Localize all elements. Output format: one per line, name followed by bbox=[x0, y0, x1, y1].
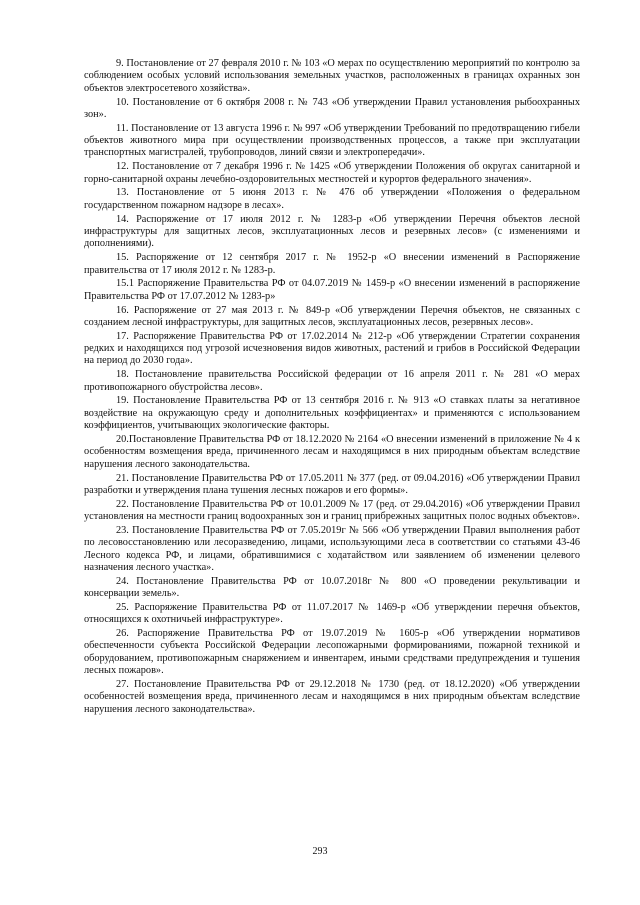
list-item: 20.Постановление Правительства РФ от 18.12.2020 № 2164 «О внесении изменений в приложение № 4 к особенностям возмещения вреда, причиненного лесам и находящимся в них природным объектам вследствие нарушения лесного законодательства. bbox=[84, 433, 580, 470]
list-item: 10. Постановление от 6 октября 2008 г. № 743 «Об утверждении Правил установления рыбоохранных зон». bbox=[84, 96, 580, 120]
list-item: 23. Постановление Правительства РФ от 7.05.2019г № 566 «Об утверждении Правил выполнения работ по лесовосстановлению или лесоразведению, лицами, использующими леса в соответствии со статьями 43-46 Лесного кодекса РФ, и лицами, обратившимися с ходатайством или заявлением об изменении целевого назначения лесного участка». bbox=[84, 524, 580, 573]
list-item: 27. Постановление Правительства РФ от 29.12.2018 № 1730 (ред. от 18.12.2020) «Об утверждении особенностей возмещения вреда, причиненного лесам и находящимся в них природным объектам вследствие нарушения лесного законодательства». bbox=[84, 679, 580, 715]
list-item: 19. Постановление Правительства РФ от 13 сентября 2016 г. № 913 «О ставках платы за негативное воздействие на окружающую среду и дополнительных коэффициентах» и применяются с использованием коэффициентов, учитывающих экологические факторы. bbox=[84, 395, 580, 432]
list-item: 13. Постановление от 5 июня 2013 г. № 476 об утверждении «Положения о федеральном государственном пожарном надзоре в лесах». bbox=[84, 187, 580, 211]
page-number: 293 bbox=[312, 846, 328, 857]
list-item: 9. Постановление от 27 февраля 2010 г. № 103 «О мерах по осуществлению мероприятий по контролю за соблюдением особых условий использования земельных участков, расположенных в границах охранных зон объектов электросетевого хозяйства». bbox=[84, 58, 580, 94]
list-item: 25. Распоряжение Правительства РФ от 11.07.2017 № 1469-р «Об утверждении перечня объектов, относящихся к охотничьей инфраструктуре». bbox=[84, 601, 580, 626]
list-item: 11. Постановление от 13 августа 1996 г. № 997 «Об утверждении Требований по предотвращению гибели объектов животного мира при осуществлении производственных процессов, а также при эксплуатации транспортных магистралей, трубопроводов, линий связи и электропередачи». bbox=[84, 122, 580, 159]
list-item: 21. Постановление Правительства РФ от 17.05.2011 № 377 (ред. от 09.04.2016) «Об утверждении Правил разработки и утверждения плана тушения лесных пожаров и его формы». bbox=[84, 472, 580, 496]
list-item: 22. Постановление Правительства РФ от 10.01.2009 № 17 (ред. от 29.04.2016) «Об утверждении Правил установления на местности границ водоохранных зон и границ прибрежных защитных полос водных объектов». bbox=[84, 498, 580, 523]
list-item: 24. Постановление Правительства РФ от 10.07.2018г № 800 «О проведении рекультивации и консервации земель». bbox=[84, 575, 580, 600]
list-item: 18. Постановление правительства Российской федерации от 16 апреля 2011 г. № 281 «О мерах противопожарного обустройства лесов». bbox=[84, 369, 580, 393]
list-item: 12. Постановление от 7 декабря 1996 г. № 1425 «Об утверждении Положения об округах санитарной и горно-санитарной охраны лечебно-оздоровительных местностей и курортов федерального значения». bbox=[84, 161, 580, 185]
document-body bbox=[84, 58, 580, 716]
list-item: 15.1 Распоряжение Правительства РФ от 04.07.2019 № 1459-р «О внесении изменений в распоряжение Правительства РФ от 17.07.2012 № 1283-р» bbox=[84, 278, 580, 302]
list-item: 16. Распоряжение от 27 мая 2013 г. № 849-р «Об утверждении Перечня объектов, не связанных с созданием лесной инфраструктуры, для защитных лесов, эксплуатационных лесов, резервных лесов». bbox=[84, 304, 580, 328]
list-item: 15. Распоряжение от 12 сентября 2017 г. № 1952-р «О внесении изменений в Распоряжение правительства от 17 июля 2012 г. № 1283-р. bbox=[84, 252, 580, 276]
list-item: 26. Распоряжение Правительства РФ от 19.07.2019 № 1605-р «Об утверждении нормативов обеспеченности субъекта Российской Федерации лесопожарными формированиями, пожарной техникой и оборудованием, противопожарным снаряжением и инвентарем, иными средствами предупреждения и тушения лесных пожаров». bbox=[84, 628, 580, 677]
list-item: 14. Распоряжение от 17 июля 2012 г. № 1283-р «Об утверждении Перечня объектов лесной инфраструктуры для защитных лесов, эксплуатационных лесов и резервных лесов» (с изменениями и дополнениями). bbox=[84, 213, 580, 250]
list-item: 17. Распоряжение Правительства РФ от 17.02.2014 № 212-р «Об утверждении Стратегии сохранения редких и находящихся под угрозой исчезновения видов животных, растений и грибов в Российской Федерации на период до 2030 года». bbox=[84, 330, 580, 367]
